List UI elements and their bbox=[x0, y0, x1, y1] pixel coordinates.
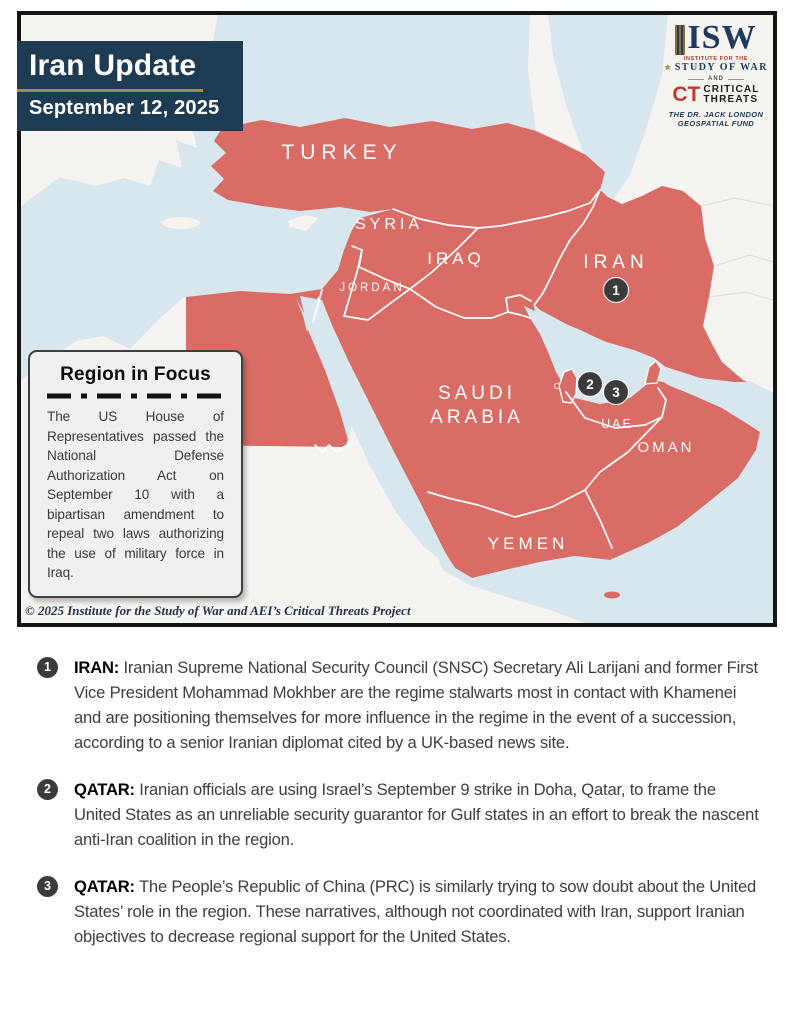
page-title: Iran Update bbox=[29, 49, 197, 82]
isw-ribbon-icon bbox=[675, 25, 685, 55]
marker-2-number: 2 bbox=[586, 377, 594, 392]
region-in-focus-title: Region in Focus bbox=[60, 364, 211, 385]
item-3-bullet: 3 bbox=[37, 876, 58, 897]
report-date: September 12, 2025 bbox=[29, 97, 220, 119]
list-item-2 bbox=[37, 777, 765, 852]
item-3-body: The People’s Republic of China (PRC) is similarly trying to sow doubt about the United States’ role in the region. These narratives, although not coordinated with Iran, support Iranian objectives to decrease regional support for the United States. bbox=[74, 877, 757, 946]
item-2-label: QATAR: bbox=[74, 780, 135, 799]
ct-threats: THREATS bbox=[703, 94, 759, 105]
and-separator bbox=[664, 76, 768, 82]
island-aegean bbox=[115, 163, 121, 169]
label-yemen: YEMEN bbox=[487, 534, 569, 553]
island-aegean bbox=[96, 146, 104, 154]
island-aegean bbox=[130, 144, 136, 150]
marker-1[interactable] bbox=[604, 278, 629, 303]
map-copyright: © 2025 Institute for the Study of War and AEI’s Critical Threats Project bbox=[25, 603, 411, 618]
item-1-text bbox=[74, 655, 765, 755]
bahrain-island bbox=[554, 383, 559, 388]
dash-icon bbox=[688, 79, 704, 80]
summary-items bbox=[37, 655, 765, 971]
label-saudi-line1: SAUDI bbox=[437, 383, 517, 404]
map-frame bbox=[17, 11, 777, 627]
region-in-focus-box bbox=[28, 350, 243, 598]
fund-line2: GEOSPATIAL FUND bbox=[677, 119, 755, 128]
ct-abbr: CT bbox=[672, 83, 701, 106]
geospatial-fund-credit bbox=[664, 110, 768, 128]
region-in-focus-body: The US House of Representatives passed the National Defense Authorization Act on September 10 with a bipartisan amendment to repeal two laws authorizing the use of military force in Iraq. bbox=[47, 409, 224, 580]
and-label: AND bbox=[708, 76, 724, 82]
label-syria: SYRIA bbox=[354, 216, 424, 233]
label-saudi-line2: ARABIA bbox=[430, 407, 524, 428]
dashed-divider bbox=[47, 393, 224, 399]
dash-icon bbox=[728, 79, 744, 80]
label-uae: UAE bbox=[601, 417, 633, 431]
label-oman: OMAN bbox=[637, 439, 695, 456]
isw-institute-line: INSTITUTE FOR THE bbox=[683, 56, 749, 62]
item-2-bullet: 2 bbox=[37, 779, 58, 800]
isw-study-of-war bbox=[664, 62, 768, 73]
list-item-1 bbox=[37, 655, 765, 755]
label-iran: IRAN bbox=[583, 252, 649, 273]
isw-acronym: ISW bbox=[687, 19, 757, 56]
marker-1-number: 1 bbox=[612, 283, 620, 298]
marker-2[interactable] bbox=[578, 372, 603, 397]
island-crete bbox=[162, 217, 200, 229]
socotra-island bbox=[604, 592, 620, 599]
isw-logo bbox=[664, 21, 768, 55]
label-iraq: IRAQ bbox=[427, 249, 485, 268]
logo-block bbox=[664, 21, 768, 128]
star-icon: ★ bbox=[664, 63, 673, 72]
fund-line1: THE DR. JACK LONDON bbox=[668, 110, 764, 119]
marker-3-number: 3 bbox=[612, 385, 620, 400]
label-turkey: TURKEY bbox=[281, 141, 403, 164]
item-2-text bbox=[74, 777, 765, 852]
marker-3[interactable] bbox=[604, 380, 629, 405]
item-1-label: IRAN: bbox=[74, 658, 120, 677]
island-aegean bbox=[149, 167, 155, 173]
critical-threats-logo bbox=[664, 85, 768, 105]
ct-critical: CRITICAL bbox=[703, 84, 760, 95]
item-1-body: Iranian Supreme National Security Council (SNSC) Secretary Ali Larijani and former First Vice President Mohammad Mokhber are the regime stalwarts most in contact with Khamenei and are positioning themselves for more influence in the regime in the event of a succession, according to a senior Iranian diplomat cited by a UK-based news site. bbox=[74, 658, 758, 752]
item-2-body: Iranian officials are using Israel’s September 9 strike in Doha, Qatar, to frame the United States as an unreliable security guarantor for Gulf states in an effort to break the nascent anti-Iran coalition in the region. bbox=[74, 780, 759, 849]
header bbox=[17, 41, 243, 131]
item-3-text bbox=[74, 874, 765, 949]
item-1-bullet: 1 bbox=[37, 657, 58, 678]
title-divider bbox=[17, 89, 203, 92]
label-jordan: JORDAN bbox=[339, 282, 405, 294]
list-item-3 bbox=[37, 874, 765, 949]
isw-study-text: STUDY OF WAR bbox=[674, 62, 768, 73]
item-3-label: QATAR: bbox=[74, 877, 135, 896]
